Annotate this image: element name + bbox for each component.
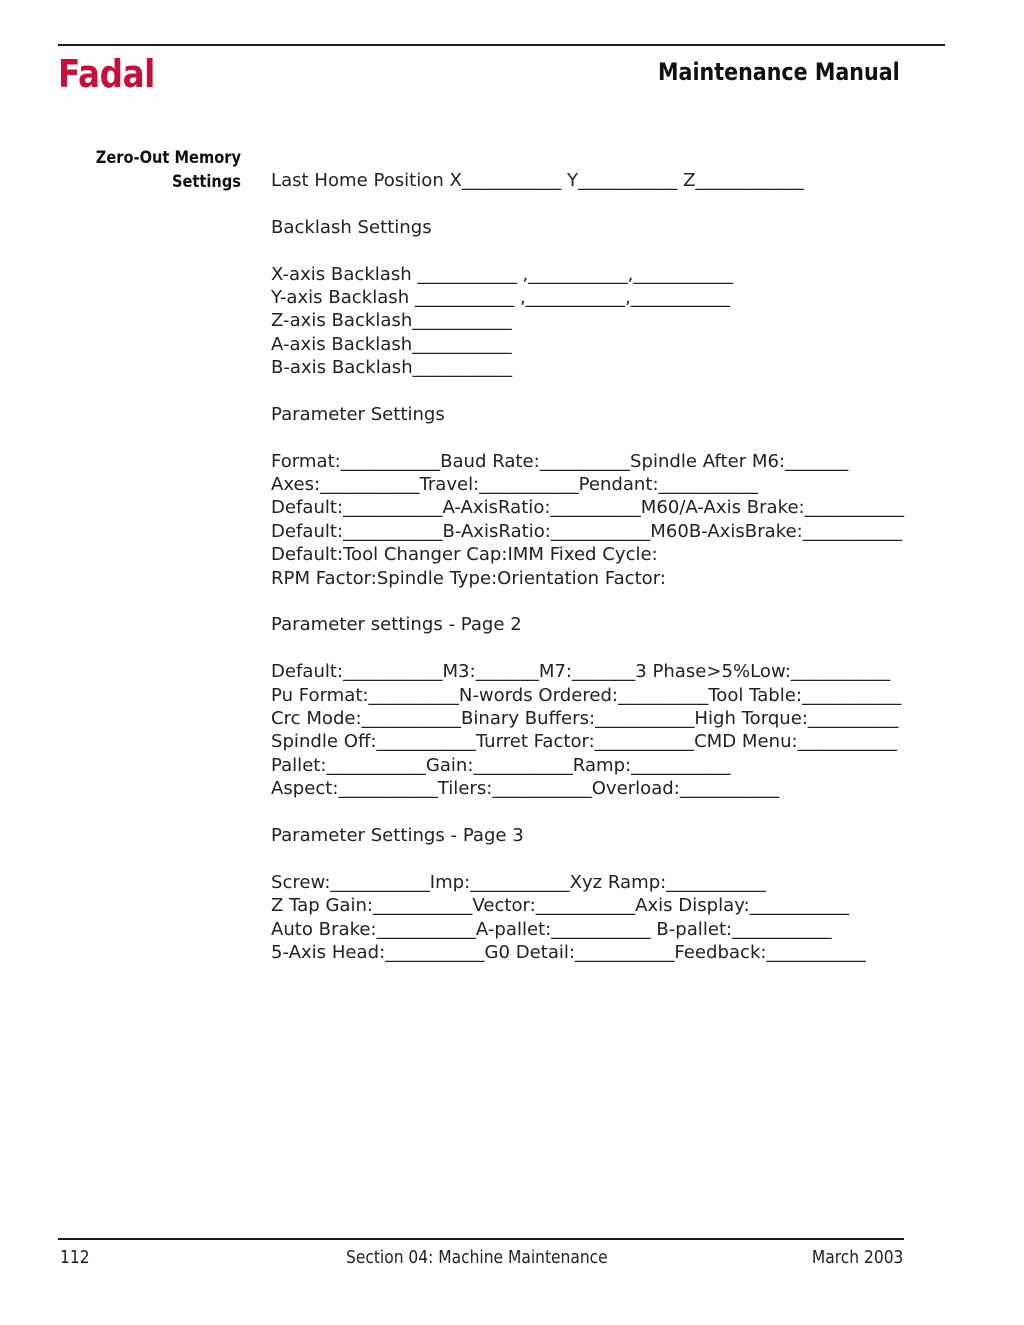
parameter-page2-line: Pallet:___________Gain:___________Ramp:___________ <box>271 754 731 776</box>
parameter-page2-line: Pu Format:__________N-words Ordered:__________Tool Table:___________ <box>271 684 902 706</box>
settings-form <box>271 169 953 964</box>
backlash-line: B-axis Backlash___________ <box>271 357 513 379</box>
parameter-line: Format:___________Baud Rate:__________Spindle After M6:_______ <box>271 450 849 472</box>
backlash-line: Y-axis Backlash ___________ ,___________,___________ <box>271 286 731 308</box>
parameter-page2-line: Spindle Off:___________Turret Factor:___________CMD Menu:___________ <box>271 731 897 753</box>
backlash-heading: Backlash Settings <box>271 216 432 238</box>
footer-section-title: Section 04: Machine Maintenance <box>346 1247 608 1268</box>
parameter-page3-line: Auto Brake:___________A-pallet:___________ B-pallet:___________ <box>271 918 832 940</box>
page-number: 112 <box>60 1247 90 1268</box>
footer-rule <box>58 1238 904 1240</box>
parameter-line: Axes:___________Travel:___________Pendant:___________ <box>271 474 758 496</box>
fadal-logo: Fadal <box>58 52 155 96</box>
parameter-line: Default:Tool Changer Cap:IMM Fixed Cycle: <box>271 544 658 566</box>
parameter-page3-line: Screw:___________Imp:___________Xyz Ramp:___________ <box>271 871 766 893</box>
parameter-page3-line: Z Tap Gain:___________Vector:___________Axis Display:___________ <box>271 895 850 917</box>
section-heading <box>85 146 241 194</box>
parameter-line: Default:___________B-AxisRatio:___________M60B-AxisBrake:___________ <box>271 520 903 542</box>
parameter-line: RPM Factor:Spindle Type:Orientation Factor: <box>271 567 666 589</box>
parameter-page2-heading: Parameter settings - Page 2 <box>271 614 522 636</box>
parameter-page3-line: 5-Axis Head:___________G0 Detail:___________Feedback:___________ <box>271 941 866 963</box>
parameter-page2-line: Crc Mode:___________Binary Buffers:___________High Torque:__________ <box>271 707 899 729</box>
parameter-page2-line: Default:___________M3:_______M7:_______3 Phase>5%Low:___________ <box>271 661 891 683</box>
parameter-line: Default:___________A-AxisRatio:__________M60/A-Axis Brake:___________ <box>271 497 904 519</box>
footer-date: March 2003 <box>811 1247 903 1268</box>
manual-title: Maintenance Manual <box>658 58 900 86</box>
section-heading-line1: Zero-Out Memory <box>95 148 241 168</box>
backlash-line: X-axis Backlash ___________ ,___________,___________ <box>271 263 733 285</box>
header-rule <box>58 44 945 46</box>
parameter-page2-line: Aspect:___________Tilers:___________Overload:___________ <box>271 778 780 800</box>
last-home-position-line: Last Home Position X___________ Y___________ Z____________ <box>271 170 804 191</box>
parameter-page3-heading: Parameter Settings - Page 3 <box>271 824 524 846</box>
parameter-settings-heading: Parameter Settings <box>271 403 445 425</box>
backlash-line: A-axis Backlash___________ <box>271 333 512 355</box>
backlash-line: Z-axis Backlash___________ <box>271 310 512 332</box>
section-heading-line2: Settings <box>171 172 241 192</box>
